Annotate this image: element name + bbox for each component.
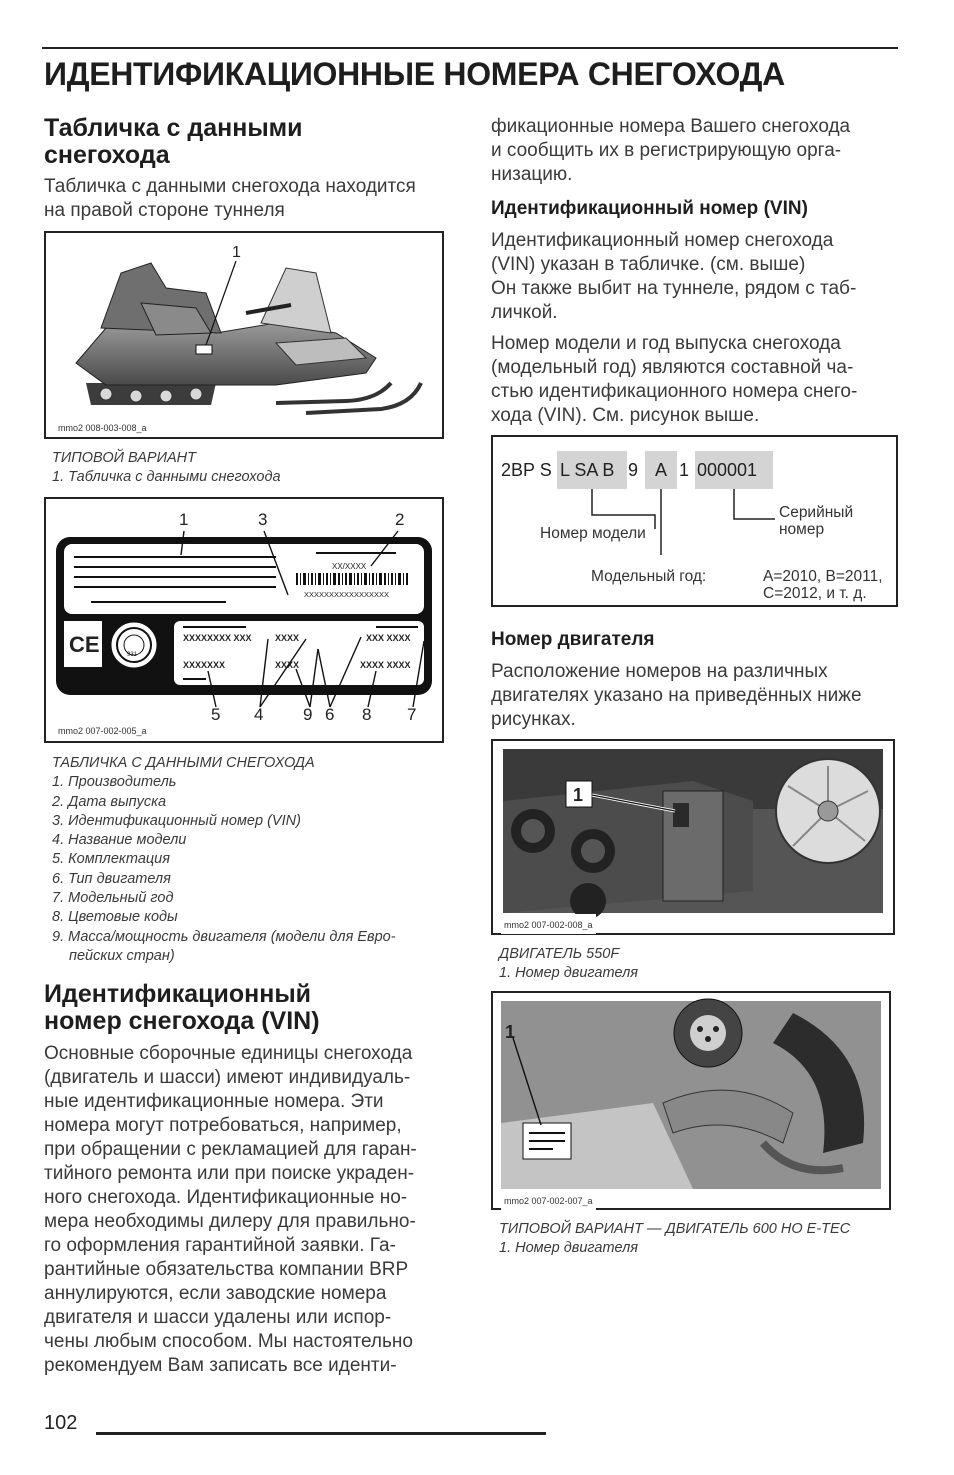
vin-paragraph-2 — [491, 332, 901, 428]
text-line: номера могут потребоваться, например, — [44, 1115, 402, 1136]
text-line: хода (VIN). См. рисунок выше. — [491, 405, 760, 426]
plate-date-text: XX/XXXX — [332, 562, 367, 571]
text-line: Табличка с данными снегохода находится — [44, 176, 416, 197]
text-line: личкой. — [491, 302, 558, 323]
caption-item: 2. Дата выпуска — [52, 793, 167, 810]
vin-digit: 9 — [628, 460, 639, 480]
text-line: Номер модели и год выпуска снегохода — [491, 333, 841, 354]
vin-section-heading — [44, 981, 320, 1035]
label-line: Серийный — [779, 504, 854, 521]
caption-title: ТАБЛИЧКА С ДАННЫМИ СНЕГОХОДА — [52, 755, 315, 771]
vin-heading-line: номер снегохода (VIN) — [44, 1007, 320, 1035]
certification-seal-icon — [112, 623, 156, 667]
plate-field-text: XXXX — [275, 660, 300, 670]
text-line: рекомендуем Вам записать все иденти- — [44, 1355, 397, 1376]
plate-vin-text: XXXXXXXXXXXXXXXXX — [304, 590, 390, 599]
text-line: низацию. — [491, 164, 573, 185]
plate-field-text: XXXX — [275, 633, 300, 643]
continuation-text — [491, 115, 901, 187]
snowmobile-illustration — [46, 233, 442, 437]
text-line: и сообщить их в регистрирующую орга- — [491, 140, 842, 161]
plate-field-text: XXXXXXXX XXX — [183, 633, 252, 643]
text-line: (двигатель и шасси) имеют индивидуаль- — [44, 1067, 411, 1088]
figure-code-wrap — [501, 1190, 596, 1210]
callout-number: 1 — [505, 1022, 516, 1042]
vin-subheading: Идентификационный номер (VIN) — [491, 198, 808, 219]
callout-number: 1 — [232, 244, 241, 261]
caption-item: 1. Номер двигателя — [499, 965, 639, 982]
engine-text — [491, 660, 901, 732]
text-line: (модельный год) являются составной ча- — [491, 357, 854, 378]
plate-heading-line: снегохода — [44, 141, 170, 169]
text-line: рантийные обязательства компании BRP — [44, 1259, 409, 1280]
caption-item: 7. Модельный год — [52, 890, 174, 907]
text-line: ного снегохода. Идентификационные но- — [44, 1187, 408, 1208]
text-line: Основные сборочные единицы снегохода — [44, 1043, 413, 1064]
ski-shape — [276, 383, 391, 403]
vin-prefix: 2BP S — [501, 460, 552, 480]
label-line: C=2012, и т. д. — [763, 585, 867, 602]
callout-number: 8 — [362, 705, 372, 724]
engine-number-location — [673, 803, 689, 827]
callout-number: 6 — [325, 705, 335, 724]
engine-etec-photo — [493, 993, 889, 1208]
caption-item: 1. Номер двигателя — [499, 1240, 639, 1257]
figure-code: mmo2 008-003-008_a — [58, 423, 147, 433]
data-plate-figure — [44, 497, 444, 743]
callout-number: 3 — [258, 510, 268, 529]
text-line: аннулируются, если заводские номера — [44, 1283, 387, 1304]
figure-code: mmo2 007-002-005_a — [58, 726, 147, 736]
data-plate-diagram — [46, 499, 442, 741]
text-line: Он также выбит на туннеле, рядом с таб- — [491, 278, 857, 299]
plate-field-text: XXXX XXXX — [360, 660, 411, 670]
figure-caption — [499, 1220, 899, 1259]
vin-one: 1 — [679, 460, 690, 480]
caption-item: 6. Тип двигателя — [52, 870, 171, 887]
caption-item: 4. Название модели — [52, 832, 187, 849]
callout-number: 1 — [179, 510, 189, 529]
ce-mark-icon: CE — [69, 632, 100, 657]
windshield-shape — [261, 268, 331, 333]
vin-diagram — [491, 435, 898, 607]
bottom-rule — [96, 1432, 546, 1435]
callout-number: 4 — [254, 705, 264, 724]
engine-subheading: Номер двигателя — [491, 629, 655, 650]
text-line: при обращении с рекламацией для гаран- — [44, 1139, 417, 1160]
text-line: (VIN) указан в табличке. (см. выше) — [491, 254, 806, 275]
text-line: Расположение номеров на различных — [491, 661, 828, 682]
label-line: A=2010, B=2011, — [763, 568, 883, 585]
vin-year-label: Модельный год: — [591, 568, 707, 585]
text-line: тийного ремонта или при поиске украден- — [44, 1163, 415, 1184]
callout-number: 5 — [211, 705, 221, 724]
text-line: ные идентификационные номера. Эти — [44, 1091, 384, 1112]
text-line: на правой стороне туннеля — [44, 200, 285, 221]
barcode — [296, 573, 408, 585]
caption-title: ТИПОВОЙ ВАРИАНТ — [52, 450, 196, 466]
text-line: рисунках. — [491, 709, 576, 730]
page-number: 102 — [44, 1412, 78, 1434]
figure-code: mmo2 007-002-008_a — [504, 920, 593, 930]
figure-caption — [52, 449, 452, 488]
callout-number: 1 — [573, 785, 584, 805]
plate-field-text: XXXXXXX — [183, 660, 226, 670]
vin-year-codes — [763, 568, 883, 602]
caption-item: 1. Табличка с данными снегохода — [52, 469, 281, 486]
caption-item: 1. Производитель — [52, 774, 177, 791]
callout-number: 9 — [303, 705, 313, 724]
callout-number: 7 — [407, 705, 417, 724]
vin-model-segment: L SA B — [557, 451, 627, 489]
caption-title: ТИПОВОЙ ВАРИАНТ — ДВИГАТЕЛЬ 600 HO E-TEC — [499, 1221, 851, 1237]
caption-title: ДВИГАТЕЛЬ 550F — [499, 946, 620, 962]
vin-section-text — [44, 1042, 452, 1378]
plate-section-text — [44, 175, 464, 223]
plate-heading-line: Табличка с данными — [44, 114, 303, 142]
vin-year-segment: A — [645, 451, 677, 489]
engine-etec-figure — [491, 991, 891, 1210]
caption-item: 5. Комплектация — [52, 851, 170, 868]
caption-item: 3. Идентификационный номер (VIN) — [52, 812, 301, 829]
vin-heading-line: Идентификационный — [44, 980, 312, 1008]
callout-number: 2 — [395, 510, 405, 529]
vin-paragraph-1 — [491, 229, 901, 325]
caption-item: 9. Масса/мощность двигателя (модели для Евро- — [52, 928, 396, 945]
figure-code-wrap — [501, 914, 596, 934]
engine-550f-photo — [493, 741, 893, 933]
plate-field-text: XXX XXXX — [366, 633, 411, 643]
snowmobile-figure — [44, 231, 444, 439]
text-line: стью идентификационного номера снего- — [491, 381, 858, 402]
text-line: го оформления гарантийной заявки. Га- — [44, 1235, 396, 1256]
label-line: номер — [779, 521, 825, 538]
plate-section-heading — [44, 115, 303, 169]
text-line: фикационные номера Вашего снегохода — [491, 116, 851, 137]
text-line: чены любым способом. Мы настоятельно — [44, 1331, 413, 1352]
text-line: мера необходимы дилеру для правильно- — [44, 1211, 416, 1232]
page-title: ИДЕНТИФИКАЦИОННЫЕ НОМЕРА СНЕГОХОДА — [44, 56, 785, 92]
figure-caption — [499, 945, 899, 984]
text-line: двигателях указано на приведённых ниже — [491, 685, 862, 706]
vin-serial-label — [779, 504, 853, 538]
vin-model-label: Номер модели — [540, 525, 646, 542]
caption-item: пейских стран) — [69, 947, 175, 964]
engine-550f-figure — [491, 739, 895, 935]
figure-caption — [52, 754, 452, 966]
caption-item: 8. Цветовые коды — [52, 909, 178, 926]
seal-text: 931 — [127, 652, 138, 658]
data-plate-marker — [196, 345, 212, 354]
text-line: двигателя и шасси удалены или испор- — [44, 1307, 392, 1328]
text-line: Идентификационный номер снегохода — [491, 230, 834, 251]
top-rule — [42, 47, 898, 49]
figure-code: mmo2 007-002-007_a — [504, 1196, 593, 1206]
vin-serial-segment: 000001 — [695, 451, 773, 489]
